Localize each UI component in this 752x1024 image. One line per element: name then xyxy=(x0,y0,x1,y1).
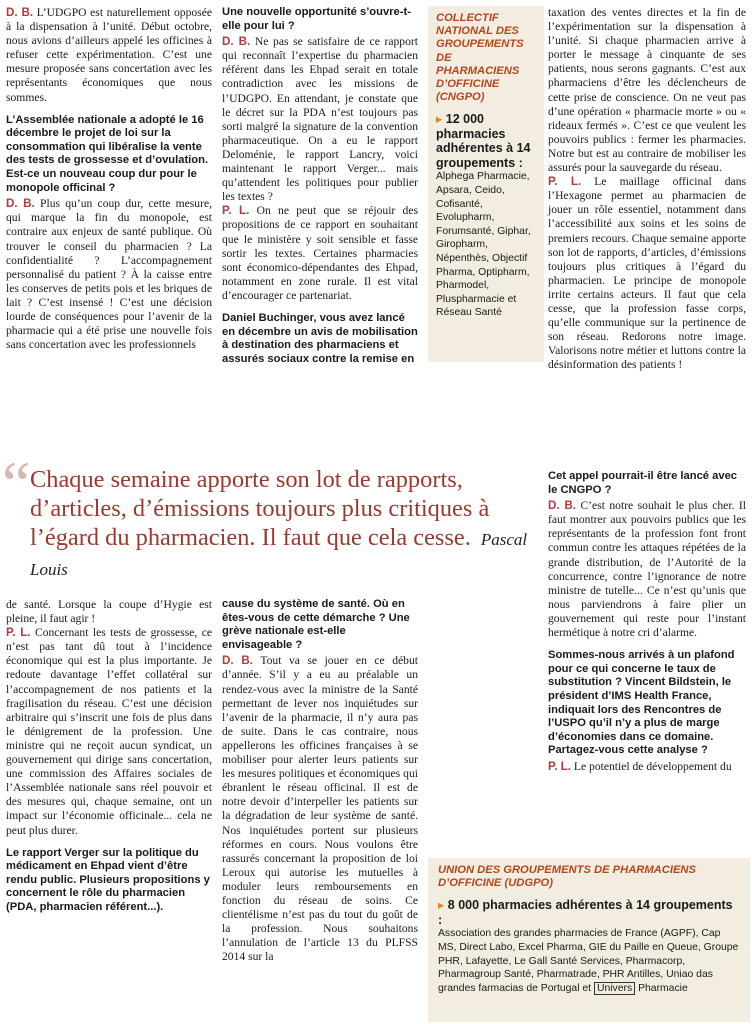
answer-paragraph xyxy=(222,204,418,303)
quote-author: Pascal Louis xyxy=(30,529,528,580)
question: cause du système de santé. Où en êtes-vous de cette démarche ? Une grève nationale est-elle envisageable ? xyxy=(222,598,410,651)
question: Sommes-nous arrivés à un plafond pour ce qui concerne le taux de substitution ? Vincent Bildstein, le président d’IMS Health France, indiquait lors des Rencontres de l’USPO qu’il n’y a plus de marge d’économies dans ce domaine. Partagez-vous cette analyse ? xyxy=(548,649,735,757)
paragraph: taxation des ventes directes et la fin de l’expérimentation sur la dispensation à l’unité. Si chaque pharmacien arrive à porter le message à cinquante de ses patients, nous serons gagnants. C’est aux pharmaciens d’être les déclencheurs de cette prise de conscience. On ne veut pas d’une opération « pharmacie morte » ou « rideaux fermés ». C’est ce que veulent les pouvoirs publics : fermer les pharmacies. Notre but est au contraire de mobiliser les assurés pour la sauvegarde du réseau. xyxy=(548,6,746,175)
cngpo-info-box xyxy=(428,6,544,362)
speaker-initials: P. L. xyxy=(6,626,31,640)
pull-quote xyxy=(0,448,545,585)
member-list-end: Pharmacie xyxy=(638,982,688,994)
answer-text: Plus qu’un coup dur, cette mesure, qui marque la fin du monopole, est contraire aux enjeux de santé publique. Où trouver le conseil du pharmacien ? La confidentialité ? L’accompagnement personnalisé du patient ? À la caisse entre les conserves de petits pois et les briques de lait ? C’est insensé ! C’est une décision lourde de conséquences pour l’avenir de la pharmacie qui a été prise une nouvelle fois sans concertation avec les professionnels xyxy=(6,197,212,352)
speaker-initials: D. B. xyxy=(222,35,251,49)
column-2-bottom xyxy=(222,598,418,964)
answer-paragraph xyxy=(548,175,746,372)
member-list-text: Association des grandes pharmacies de France (AGPF), Cap MS, Direct Labo, Excel Pharma, GIE du Paille en Queue, Groupe PHR, Lafayette, Le Gall Santé Services, Pharmacorp, Pharmagroup Santé, Pharmatrade, PHR Antilles, Uniao das grandes farmacias de Portugal et xyxy=(438,928,739,994)
box-title: UNION DES GROUPEMENTS DE PHARMACIENS D’OFFICINE (UDGPO) xyxy=(438,864,696,890)
box-stat xyxy=(436,112,536,170)
speaker-initials: P. L. xyxy=(222,204,250,218)
answer-paragraph xyxy=(6,197,212,352)
box-member-list: Alphega Pharmacie, Apsara, Ceido, Cofisanté, Evolupharm, Forumsanté, Giphar, Giropharm, Népenthès, Objectif Pharma, Optipharm, Pharmodel, Pluspharmacie et Réseau Santé xyxy=(436,171,531,319)
speaker-initials: D. B. xyxy=(548,499,576,513)
column-4-middle xyxy=(548,470,746,774)
box-stat-text: 8 000 pharmacies adhérentes à 14 groupements : xyxy=(438,898,733,927)
answer-text: On ne peut que se réjouir des propositions de ce rapport en souhaitant que le ministère y soit sensible et fasse sortir les textes. Certaines pharmacies sont économico-dépendantes des Ehpad, notamment en zone rurale. Il est vital d’encourager ce partenariat. xyxy=(222,204,418,302)
speaker-initials: P. L. xyxy=(548,175,582,189)
answer-paragraph xyxy=(222,654,418,964)
answer-text: Concernant les tests de grossesse, ce n’est pas tant dû tout à l’incidence économique qui est la plus importante. Je redoute davantage l’effet collatéral sur l’accompagnement de nos patients et la fragilisation du réseau. C’est une décision arbitraire qui s’inscrit une fois de plus dans le dénigrement de la profession. Une ministre qui ne reçoit aucun syndicat, un gouvernement qui dirige sans concertation, une commission des Affaires sociales de l’Assemblée nationale sans réel pouvoir et des mesures qui, chaque semaine, ont un impact sur l’économie officinale... cela ne peut plus durer. xyxy=(6,626,212,837)
answer-text: Ne pas se satisfaire de ce rapport qui reconnaît l’expertise du pharmacien référent dans les Ehpad serait en totale contradiction avec les missions de l’UDGPO. En attendant, je constate que le décret sur la PDA n’est toujours pas sorti malgré la signature de la convention pharmaceutique. On a eu le rapport Deloménie, le rapport Lancry, voici maintenant le rapport Verger... mais qu’attendent les politiques pour publier les textes ? xyxy=(222,35,418,204)
univers-logo-box: Univers xyxy=(594,982,635,995)
column-1-bottom xyxy=(6,598,212,917)
column-4-top xyxy=(548,6,746,372)
box-title: COLLECTIF NATIONAL DES GROUPEMENTS DE PHARMACIENS D’OFFICINE (CNGPO) xyxy=(436,12,524,104)
paragraph: de santé. Lorsque la coupe d’Hygie est pleine, il faut agir ! xyxy=(6,598,212,626)
speaker-initials: D. B. xyxy=(222,654,254,668)
answer-text: Le maillage officinal dans l’Hexagone permet au pharmacien de jouer un rôle essentiel, notamment dans l’accessibilité aux soins et les soins de premiers recours. Chaque semaine apporte son lot de rapports, d’articles, d’émissions toujours plus critiques à l’égard du pharmacien. Le principe de monopole irrite certains acteurs. Il faut que cela cesse, que la profession fasse corps, qu’elle communique sur la pertinence de son réseau. Redorons notre image. Valorisons notre métier et luttons contre la désinformation des patients ! xyxy=(548,175,747,372)
quote-mark-icon: “ xyxy=(2,448,31,519)
speaker-initials: D. B. xyxy=(6,6,34,19)
answer-paragraph xyxy=(6,626,212,837)
question: L’Assemblée nationale a adopté le 16 décembre le projet de loi sur la consommation qui libéralise la vente des tests de grossesse et d’ovulation. Est-ce un nouveau coup dur pour le monopole officinal ? xyxy=(6,113,209,194)
arrow-icon: ▸ xyxy=(438,898,445,913)
question: Cet appel pourrait-il être lancé avec le CNGPO ? xyxy=(548,470,738,496)
answer-text: Tout va se jouer en ce début d’année. S’il y a eu au préalable un rendez-vous avec la ministre de la Santé permettant de lever nos inquiétudes sur l’avenir de la pharmacie, il n’y aura pas de suite. Dans le cas contraire, nous appellerons les officines françaises à se mobiliser pour alerter leurs patients sur les mesures politiques et économiques qui ébranlent le réseau officinal. Il est de notre devoir d’interpeller les patients sur la dégradation de leur système de santé. Nos inquiétudes portent sur plusieurs réformes en cours. Nous voulons être rassurés concernant la proposition de loi Leroux qui autorise les mutuelles à moduler leurs remboursements en fonction du réseau de soins. Ce clientélisme n’est pas du tout du goût de la profession. Nous souhaitons l’annulation de l’article 13 du PLFSS 2014 sur la xyxy=(222,654,418,964)
column-2-top xyxy=(222,6,418,368)
answer-paragraph xyxy=(548,760,746,774)
column-1-top xyxy=(6,6,212,352)
box-stat-text: 12 000 pharmacies adhérentes à 14 groupements : xyxy=(436,112,531,170)
answer-text: C’est notre souhait le plus cher. Il faut montrer aux pouvoirs publics que les représentants de la profession font front commun contre les attaques répétées de la grande distribution, de l’Autorité de la concurrence, contre l’ignorance de notre ministre de tutelle... Ce n’est qu’unis que nous parviendrons à faire plier un gouvernement qui reste pour l’instant hermétique à notre cri d’alarme. xyxy=(548,499,746,640)
question: Le rapport Verger sur la politique du médicament en Ehpad vient d’être rendu public. Plusieurs propositions y concernent le rôle du pharmacien (PDA, pharmacien référent...). xyxy=(6,846,210,913)
answer-text: L’UDGPO est naturellement opposée à la dispensation à l’unité. Début octobre, nous avions d’ailleurs appelé les officines à refuser cette expérimentation. C’est une mesure proposée sans concertation avec les représentants économiques que nous sommes. xyxy=(6,6,212,104)
box-member-list xyxy=(438,927,740,995)
answer-text: Le potentiel de développement du xyxy=(573,759,732,773)
box-stat xyxy=(438,898,740,927)
pull-quote-text xyxy=(30,466,540,585)
speaker-initials: D. B. xyxy=(6,197,35,211)
question: Daniel Buchinger, vous avez lancé en décembre un avis de mobilisation à destination des pharmaciens et assurés sociaux contre la remise en xyxy=(222,311,418,365)
answer-paragraph xyxy=(222,35,418,204)
answer-paragraph xyxy=(6,6,212,105)
question: Une nouvelle opportunité s’ouvre-t-elle pour lui ? xyxy=(222,6,411,32)
quote-text: Chaque semaine apporte son lot de rapports, d’articles, d’émissions toujours plus critiques à l’égard du pharmacien. Il faut que cela cesse. xyxy=(30,466,490,551)
speaker-initials: P. L. xyxy=(548,759,571,773)
arrow-icon: ▸ xyxy=(436,112,443,127)
udgpo-info-box xyxy=(428,858,750,1022)
answer-paragraph xyxy=(548,499,746,640)
